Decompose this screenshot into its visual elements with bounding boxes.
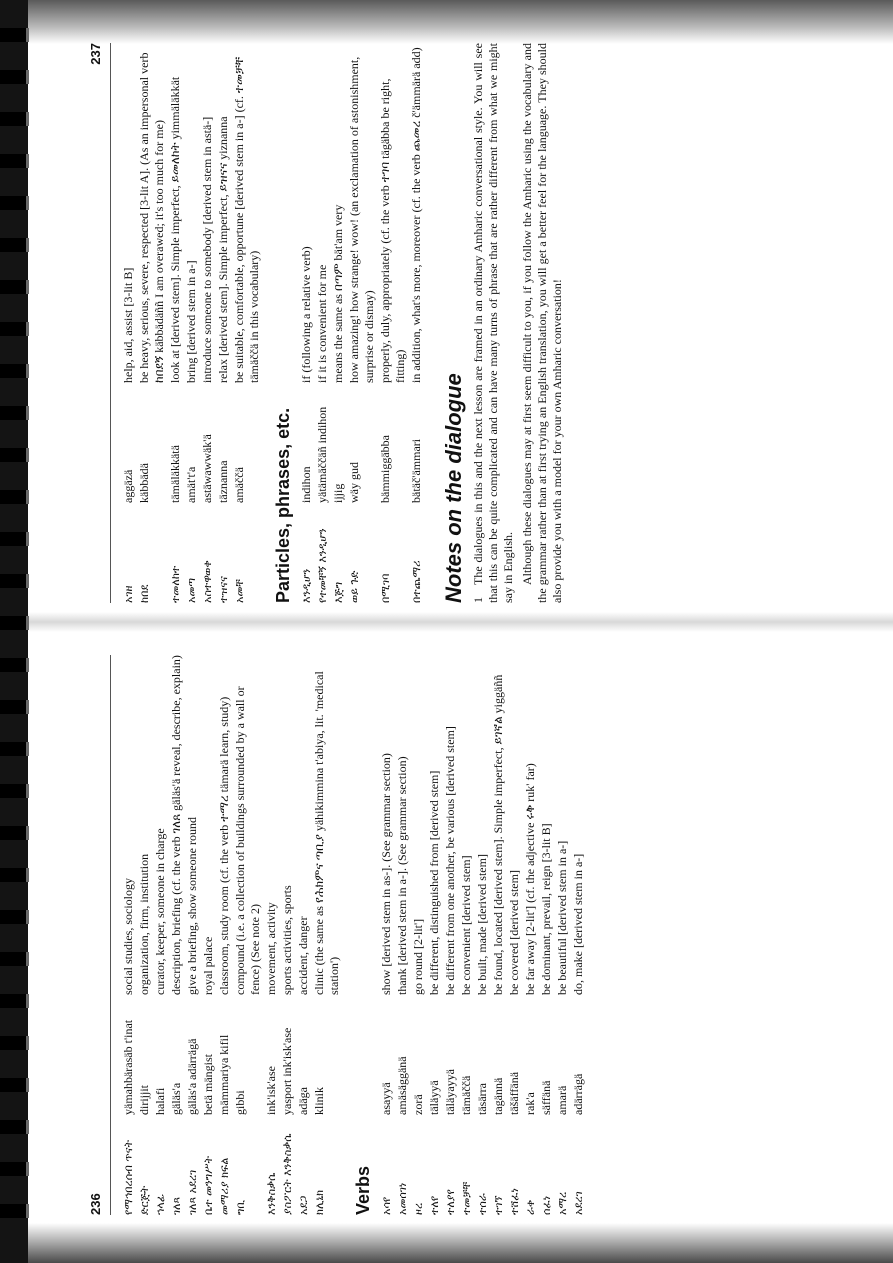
left-page-number: 236 bbox=[88, 1193, 103, 1215]
english-gloss: do, make [derived stem in a-] bbox=[571, 853, 585, 995]
transliteration: bämmiggäbba bbox=[378, 435, 392, 503]
vocab-entry bbox=[443, 655, 458, 1215]
binding-ring bbox=[0, 616, 29, 630]
english-gloss: give a briefing, show someone round bbox=[185, 817, 199, 995]
amharic-word: ኀላፊ bbox=[154, 1194, 167, 1215]
binding-ring bbox=[0, 742, 29, 756]
amharic-word: አደረገ bbox=[572, 1191, 585, 1215]
vocab-entry bbox=[153, 655, 168, 1215]
amharic-word: ቤተ መንግሥት bbox=[202, 1155, 215, 1215]
transliteration: ink'isk'ase bbox=[264, 1066, 278, 1115]
english-gloss: classroom, study room (cf. the verb ተማረ tämarä learn, study) bbox=[217, 696, 231, 995]
transliteration: adärrägä bbox=[571, 1073, 585, 1115]
vocab-entry bbox=[379, 655, 394, 1215]
amharic-word: አመቸ bbox=[233, 579, 246, 603]
transliteration: zorä bbox=[411, 1094, 425, 1115]
binding-ring bbox=[0, 784, 29, 798]
english-gloss: how amazing! how strange! wow! (an exclamation of astonishment, surprise or dismay) bbox=[347, 56, 376, 383]
vocab-entry bbox=[409, 43, 424, 603]
english-gloss: be convenient [derived stem] bbox=[459, 855, 473, 995]
transliteration: gäläs'a bbox=[169, 1082, 183, 1115]
binding-ring bbox=[0, 70, 29, 84]
amharic-word: አመጣ bbox=[185, 577, 198, 603]
notes-paragraph bbox=[471, 43, 516, 603]
transliteration: tämäččä bbox=[459, 1075, 473, 1115]
transliteration: täläyayyä bbox=[443, 1069, 457, 1115]
note-number: 1 bbox=[471, 597, 485, 603]
binding-ring bbox=[0, 490, 29, 504]
transliteration: mämmariya kifil bbox=[217, 1034, 231, 1115]
vocab-entry bbox=[169, 655, 184, 1215]
amharic-word: አገዘ bbox=[122, 585, 135, 603]
transliteration: täznanna bbox=[216, 460, 230, 503]
amharic-word: ያስፖርት እንቅስቃሴ bbox=[281, 1133, 294, 1215]
spiral-binding bbox=[0, 0, 28, 1263]
right-page-number: 237 bbox=[88, 43, 103, 65]
transliteration: wäy gud bbox=[347, 462, 361, 503]
amharic-word: ክሊኒክ bbox=[313, 1189, 326, 1215]
english-gloss: introduce someone to somebody [derived stem in astä-] bbox=[200, 116, 214, 383]
english-gloss: if (following a relative verb) bbox=[299, 246, 313, 383]
binding-ring bbox=[0, 532, 29, 546]
transliteration: ijjig bbox=[331, 483, 345, 503]
left-page-header bbox=[88, 655, 111, 1215]
english-gloss: compound (i.e. a collection of buildings surrounded by a wall or fence) (See note 2) bbox=[233, 686, 262, 995]
english-gloss: sports activities, sports bbox=[280, 885, 294, 995]
transliteration: täšäffänä bbox=[507, 1071, 521, 1115]
binding-ring bbox=[0, 1162, 29, 1176]
verbs-list bbox=[379, 655, 586, 1215]
vocab-entry bbox=[216, 43, 231, 603]
english-gloss: show [derived stem in as-]. (See grammar section) bbox=[379, 753, 393, 995]
vocab-entry bbox=[201, 655, 216, 1215]
binding-ring bbox=[0, 238, 29, 252]
left-page bbox=[88, 655, 868, 1215]
transliteration: aggäzä bbox=[121, 469, 135, 503]
transliteration: amäsäggänä bbox=[395, 1056, 409, 1115]
amharic-word: በሚገባ bbox=[379, 573, 392, 603]
amharic-word: ወይ ጉድ bbox=[348, 570, 361, 603]
binding-ring bbox=[0, 196, 29, 210]
english-gloss: royal palace bbox=[201, 936, 215, 995]
transliteration: bätäč'ämmari bbox=[409, 438, 423, 503]
transliteration: täsärra bbox=[475, 1083, 489, 1115]
binding-ring bbox=[0, 1078, 29, 1092]
vocab-entry bbox=[507, 655, 522, 1215]
transliteration: astäwawwäk'ä bbox=[200, 434, 214, 503]
amharic-word: መማሪያ ክፍል bbox=[218, 1157, 231, 1215]
vocab-entry bbox=[427, 655, 442, 1215]
english-gloss: be covered [derived stem] bbox=[507, 870, 521, 995]
transliteration: klinik bbox=[312, 1086, 326, 1115]
transliteration: säffänä bbox=[539, 1080, 553, 1115]
vocab-entry bbox=[137, 43, 167, 603]
binding-ring bbox=[0, 28, 29, 42]
transliteration: käbbädä bbox=[137, 463, 151, 503]
amharic-word: ተዝናና bbox=[217, 576, 230, 603]
amharic-word: እንቅስቃሴ bbox=[265, 1172, 278, 1215]
transliteration: yämahbärasäb t'inat bbox=[121, 1019, 135, 1115]
notes-body bbox=[471, 43, 565, 603]
vocab-entry bbox=[491, 655, 506, 1215]
verbs-heading: Verbs bbox=[353, 1165, 373, 1215]
english-gloss: be beautiful [derived stem in a-] bbox=[555, 840, 569, 995]
right-page bbox=[88, 43, 868, 603]
amharic-word: ተለየ bbox=[428, 1195, 441, 1215]
amharic-word: የተመቸኝ እንዲሆን bbox=[316, 528, 329, 603]
amharic-word: በተጨማሪ bbox=[410, 560, 423, 603]
notes-heading: Notes on the dialogue bbox=[441, 373, 466, 603]
binding-ring bbox=[0, 952, 29, 966]
right-vocabulary-list bbox=[121, 43, 262, 603]
english-gloss: be far away [2-lit'] (cf. the adjective ሩቅ ruk' far) bbox=[523, 763, 537, 995]
vocab-entry bbox=[121, 43, 136, 603]
transliteration: adäga bbox=[296, 1087, 310, 1115]
amharic-word: እጅግ bbox=[332, 581, 345, 603]
english-gloss: relax [derived stem]. Simple imperfect, ይዝናና yiznanna bbox=[216, 116, 230, 383]
vocab-entry bbox=[331, 43, 346, 603]
vocab-entry bbox=[217, 655, 232, 1215]
english-gloss: curator, keeper, someone in charge bbox=[153, 828, 167, 995]
binding-ring bbox=[0, 280, 29, 294]
english-gloss: description, briefing (cf. the verb ገለጸ gäläs'ä reveal, describe, explain) bbox=[169, 655, 183, 995]
vocab-entry bbox=[459, 655, 474, 1215]
vocab-entry bbox=[264, 655, 279, 1215]
english-gloss: movement, activity bbox=[264, 902, 278, 995]
left-vocabulary-list bbox=[121, 655, 342, 1215]
english-gloss: be different from one another, be various [derived stem] bbox=[443, 726, 457, 995]
english-gloss: clinic (the same as የሕክምና ጣቢያ yähikimmina t'abiya, lit. 'medical station') bbox=[312, 671, 341, 995]
vocab-entry bbox=[184, 43, 199, 603]
vocab-entry bbox=[475, 655, 490, 1215]
amharic-word: ተገኘ bbox=[492, 1195, 505, 1215]
vocab-entry bbox=[296, 655, 311, 1215]
binding-ring bbox=[0, 1120, 29, 1134]
vocab-entry bbox=[523, 655, 538, 1215]
vocab-entry bbox=[312, 655, 342, 1215]
amharic-word: አደጋ bbox=[297, 1195, 310, 1215]
amharic-word: ግቢ bbox=[234, 1199, 247, 1215]
transliteration: yasport ink'isk'ase bbox=[280, 1027, 294, 1115]
binding-ring bbox=[0, 658, 29, 672]
vocab-entry bbox=[185, 655, 200, 1215]
particles-heading: Particles, phrases, etc. bbox=[273, 407, 293, 603]
binding-ring bbox=[0, 910, 29, 924]
transliteration: amät't'a bbox=[184, 466, 198, 503]
amharic-word: የማኅበረሰብ ጥናት bbox=[122, 1139, 135, 1215]
vocab-entry bbox=[347, 43, 377, 603]
transliteration: yätämäččäñ indihon bbox=[315, 406, 329, 503]
transliteration: asayyä bbox=[379, 1082, 393, 1115]
amharic-word: ዞረ bbox=[412, 1202, 425, 1215]
transliteration: rak'a bbox=[523, 1092, 537, 1115]
amharic-word: አሳየ bbox=[380, 1196, 393, 1215]
note-text: Although these dialogues may at first seem difficult to you, if you follow the Amharic using the vocabulary and the grammar rather than at first trying an English translation, you will get a better feel for the language. They should also provide you with a model for your own Amharic conversation! bbox=[520, 43, 564, 603]
english-gloss: in addition, what's more, moreover (cf. the verb ጨመረ č'ämmärä add) bbox=[409, 47, 423, 383]
amharic-word: ከበደ bbox=[138, 584, 151, 603]
binding-ring bbox=[0, 826, 29, 840]
binding-ring bbox=[0, 1204, 29, 1218]
amharic-word: ድርጅት bbox=[138, 1185, 151, 1215]
rotated-page-spread bbox=[28, 0, 893, 1263]
english-gloss: be built, made [derived stem] bbox=[475, 854, 489, 995]
english-gloss: be different, distinguished from [derived stem] bbox=[427, 770, 441, 995]
binding-ring bbox=[0, 322, 29, 336]
vocab-entry bbox=[200, 43, 215, 603]
english-gloss: be dominant, prevail, reign [3-lit B] bbox=[539, 823, 553, 995]
binding-ring bbox=[0, 154, 29, 168]
binding-ring bbox=[0, 700, 29, 714]
vocab-entry bbox=[121, 655, 136, 1215]
amharic-word: ገለጻ አደረገ bbox=[186, 1169, 199, 1215]
vocab-entry bbox=[233, 655, 263, 1215]
amharic-word: አማረ bbox=[556, 1191, 569, 1215]
vocab-entry bbox=[539, 655, 554, 1215]
amharic-word: ተሸፈነ bbox=[508, 1188, 521, 1215]
english-gloss: organization, firm, institution bbox=[137, 853, 151, 995]
amharic-word: ተመለከተ bbox=[169, 565, 182, 603]
vocab-entry bbox=[168, 43, 183, 603]
binding-ring bbox=[0, 994, 29, 1008]
binding-ring bbox=[0, 112, 29, 126]
english-gloss: help, aid, assist [3-lit B] bbox=[121, 267, 135, 383]
english-gloss: thank [derived stem in a-]. (See grammar section) bbox=[395, 756, 409, 995]
binding-ring bbox=[0, 574, 29, 588]
amharic-word: እንዲሆን bbox=[300, 568, 313, 603]
amharic-word: ሰፈነ bbox=[540, 1195, 553, 1215]
amharic-word: ራቀ bbox=[524, 1199, 537, 1215]
notes-paragraph bbox=[520, 43, 565, 603]
binding-ring bbox=[0, 406, 29, 420]
vocab-entry bbox=[555, 655, 570, 1215]
binding-ring bbox=[0, 448, 29, 462]
vocab-entry bbox=[280, 655, 295, 1215]
english-gloss: be found, located [derived stem]. Simple imperfect, ይገኛል yiggäññ bbox=[491, 674, 505, 995]
amharic-word: ገለጻ bbox=[170, 1196, 183, 1215]
binding-ring bbox=[0, 868, 29, 882]
amharic-word: ተሰራ bbox=[476, 1193, 489, 1215]
amharic-word: ተመቻቸ bbox=[460, 1181, 473, 1215]
vocab-entry bbox=[299, 43, 314, 603]
transliteration: tämäläkkätä bbox=[168, 445, 182, 503]
binding-ring bbox=[0, 1036, 29, 1050]
transliteration: tagännä bbox=[491, 1077, 505, 1115]
english-gloss: properly, duly, appropriately (cf. the verb ተገባ tägäbba be right, fitting) bbox=[378, 78, 407, 383]
vocab-entry bbox=[232, 43, 262, 603]
particles-list bbox=[299, 43, 424, 603]
vocab-entry bbox=[137, 655, 152, 1215]
transliteration: betä mängist bbox=[201, 1054, 215, 1115]
right-page-header bbox=[88, 43, 111, 603]
english-gloss: look at [derived stem]. Simple imperfect, ይመለከት yimmäläkkät bbox=[168, 76, 182, 383]
english-gloss: be heavy, serious, severe, respected [3-lit A]. (As an impersonal verb ከበደኝ käbbädäññ I am overawed; it's too much for me) bbox=[137, 52, 166, 383]
transliteration: dirijjit bbox=[137, 1085, 151, 1115]
english-gloss: if it is convenient for me bbox=[315, 264, 329, 383]
english-gloss: bring [derived stem in a-] bbox=[184, 260, 198, 383]
note-text: The dialogues in this and the next lesson are framed in an ordinary Amharic conversational style. You will see that this can be quite complicated and can have many turns of phrase that are rather different from what we might say in English. bbox=[471, 43, 515, 603]
transliteration: gibbi bbox=[233, 1090, 247, 1115]
transliteration: indihon bbox=[299, 466, 313, 503]
english-gloss: accident, danger bbox=[296, 916, 310, 995]
vocab-entry bbox=[378, 43, 408, 603]
transliteration: gäläs'a adärrägä bbox=[185, 1038, 199, 1115]
english-gloss: go round [2-lit'] bbox=[411, 918, 425, 995]
english-gloss: be suitable, comfortable, opportune [derived stem in a-] (cf. ተመቻቸ tämäččä in this vocabulary) bbox=[232, 56, 261, 383]
english-gloss: social studies, sociology bbox=[121, 878, 135, 995]
amharic-word: አስተዋወቀ bbox=[201, 560, 214, 603]
vocab-entry bbox=[315, 43, 330, 603]
transliteration: amäččä bbox=[232, 467, 246, 503]
vocab-entry bbox=[411, 655, 426, 1215]
transliteration: täläyyä bbox=[427, 1080, 441, 1115]
binding-ring bbox=[0, 364, 29, 378]
english-gloss: means the same as በጣም bät'am very bbox=[331, 204, 345, 383]
transliteration: halafi bbox=[153, 1087, 167, 1115]
amharic-word: አመሰገነ bbox=[396, 1182, 409, 1215]
transliteration: amarä bbox=[555, 1085, 569, 1115]
amharic-word: ተለያየ bbox=[444, 1189, 457, 1215]
vocab-entry bbox=[395, 655, 410, 1215]
vocab-entry bbox=[571, 655, 586, 1215]
